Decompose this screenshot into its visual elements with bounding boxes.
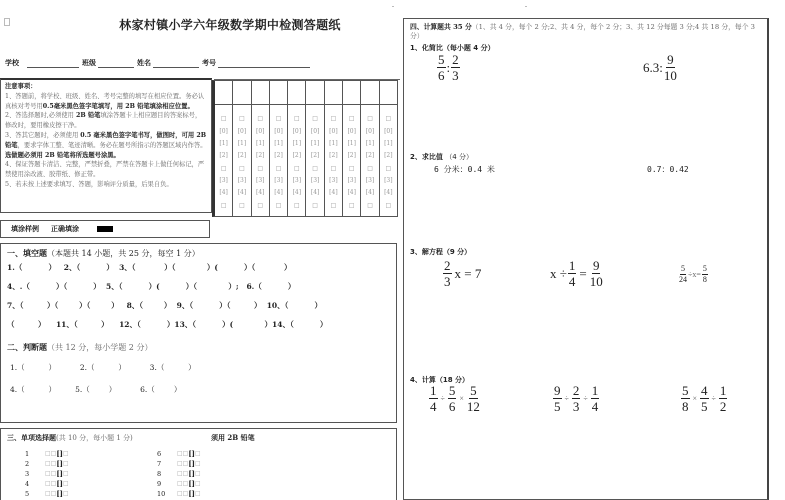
- exam-number-column: [288, 81, 306, 216]
- digit-bubble[interactable]: [0]: [292, 127, 302, 135]
- digit-write-cell[interactable]: [306, 81, 323, 105]
- digit-bubble[interactable]: [4]: [237, 189, 247, 197]
- exam-number-column: [252, 81, 270, 216]
- choice-bubbles[interactable]: □□ [] □: [45, 459, 69, 468]
- digit-bubble[interactable]: [0]: [274, 127, 283, 135]
- choice-row: [25, 479, 69, 488]
- choice-bubbles[interactable]: □□ [] □: [45, 449, 69, 458]
- question-number: 7: [157, 459, 162, 468]
- digit-bubble[interactable]: □: [275, 201, 282, 209]
- judge-answer-row[interactable]: 4.（ ） 5.（ ） 6.（ ）: [10, 385, 182, 394]
- digit-bubble[interactable]: [0]: [384, 127, 393, 135]
- exam-number-bubble-grid: [212, 80, 398, 217]
- choice-row: [157, 469, 201, 478]
- digit-bubble[interactable]: [2]: [329, 152, 338, 160]
- ratio-value-expression-2: 0.7：0.42: [647, 165, 689, 174]
- choice-row: [157, 449, 201, 458]
- name-field[interactable]: [153, 59, 199, 68]
- notice-item: 1、答题前，将学校、班级、姓名、考号完整的填写在相应位置。务必认真核对考号用0.5毫米黑色签字笔填写，用 2B 铅笔填涂相应位置。: [5, 92, 205, 110]
- choice-bubbles[interactable]: □□ [] □: [177, 459, 201, 468]
- notice-item: 5、若未按上述要求填写、答题，影响评分质量，后果自负。: [5, 180, 173, 188]
- digit-bubble[interactable]: [1]: [237, 139, 247, 147]
- digit-bubble[interactable]: □: [220, 164, 227, 172]
- digit-bubble[interactable]: [3]: [237, 177, 247, 185]
- digit-bubble[interactable]: [0]: [219, 127, 228, 135]
- scan-speck: [392, 6, 394, 7]
- digit-bubble[interactable]: □: [239, 164, 245, 172]
- correct-fill-label: 正确填涂: [51, 225, 79, 233]
- digit-bubble[interactable]: □: [330, 164, 337, 172]
- digit-bubble[interactable]: [3]: [310, 177, 320, 185]
- part1-heading: 1、化简比（每小题 4 分）: [410, 44, 495, 52]
- question-number: 4: [25, 479, 30, 488]
- fill-answer-row[interactable]: 4、.（ ）（ ） 5、（ ）( ）（ ）; 6.（ ）: [7, 282, 296, 291]
- choice-bubbles[interactable]: □□ [] □: [177, 449, 201, 458]
- digit-bubble[interactable]: [1]: [219, 139, 228, 147]
- class-label: 班级: [82, 58, 96, 67]
- ratio-expression-1: $\frac{5}{6}$ : $\frac{2}{3}$: [438, 52, 459, 83]
- digit-bubbles: [325, 105, 342, 216]
- digit-bubble[interactable]: □: [294, 164, 300, 172]
- digit-bubble[interactable]: □: [367, 201, 373, 209]
- exam-number-column: [215, 81, 233, 216]
- class-field[interactable]: [98, 59, 134, 68]
- digit-bubble[interactable]: [0]: [365, 127, 375, 135]
- choice-row: [25, 459, 69, 468]
- digit-bubble[interactable]: [4]: [365, 189, 375, 197]
- digit-bubble[interactable]: □: [275, 115, 282, 123]
- digit-bubble[interactable]: [4]: [255, 189, 265, 197]
- part2-heading: 2、求比值 （4 分）: [410, 153, 473, 161]
- exam-number-column: [343, 81, 361, 216]
- digit-write-cell[interactable]: [361, 81, 378, 105]
- section-calculation: [403, 18, 769, 500]
- digit-bubbles: [270, 105, 287, 216]
- question-number: 3: [25, 469, 30, 478]
- digit-bubble[interactable]: [0]: [255, 127, 265, 135]
- section1-heading: 一、填空题（本题共 14 小题，共 25 分，每空 1 分）: [7, 249, 200, 258]
- digit-bubble[interactable]: □: [312, 115, 318, 123]
- digit-bubble[interactable]: [1]: [255, 139, 265, 147]
- digit-bubble[interactable]: □: [239, 201, 245, 209]
- fill-answer-row[interactable]: 1.（ ） 2、（ ） 3、（ ）（ ）( ）（ ）: [7, 263, 292, 272]
- digit-bubble[interactable]: [1]: [365, 139, 375, 147]
- digit-bubble[interactable]: [3]: [365, 177, 375, 185]
- digit-bubble[interactable]: [4]: [310, 189, 320, 197]
- digit-write-cell[interactable]: [270, 81, 287, 105]
- digit-bubble[interactable]: [3]: [329, 177, 338, 185]
- digit-bubble[interactable]: [3]: [292, 177, 302, 185]
- notice-box: [0, 79, 212, 213]
- choice-row: [157, 489, 201, 498]
- digit-bubble[interactable]: □: [385, 164, 392, 172]
- digit-bubble[interactable]: [1]: [274, 139, 283, 147]
- digit-bubble[interactable]: [4]: [329, 189, 338, 197]
- choice-bubbles[interactable]: □□ [] □: [45, 489, 69, 498]
- choice-row: [157, 479, 201, 488]
- ratio-value-expression-1: 6 分米：0.4 米: [434, 165, 495, 174]
- exam-number-column: [325, 81, 343, 216]
- digit-write-cell[interactable]: [325, 81, 342, 105]
- name-label: 姓名: [137, 58, 151, 67]
- digit-bubble[interactable]: [1]: [310, 139, 320, 147]
- digit-bubble[interactable]: [3]: [219, 177, 228, 185]
- notice-heading: 注意事项：: [5, 83, 37, 90]
- digit-bubble[interactable]: [3]: [347, 177, 356, 185]
- section2-heading: 二、判断题（共 12 分，每小学题 2 分）: [7, 343, 153, 352]
- digit-bubbles: [233, 105, 250, 216]
- digit-bubble[interactable]: □: [348, 164, 355, 172]
- digit-bubble[interactable]: [2]: [347, 152, 356, 160]
- ratio-expression-2: 6.3: $\frac{9}{10}$: [643, 52, 677, 83]
- choice-row: [157, 459, 201, 468]
- digit-bubble[interactable]: □: [367, 164, 373, 172]
- judge-answer-row[interactable]: 1.（ ） 2.（ ） 3.（ ）: [10, 363, 196, 372]
- fill-answer-row[interactable]: （ ） 11、（ ） 12、（ ）13、（ ）( ）14、（ ）: [7, 320, 328, 329]
- choice-bubbles[interactable]: □□ [] □: [177, 489, 201, 498]
- digit-bubble[interactable]: [4]: [219, 189, 228, 197]
- section-multiple-choice: [0, 428, 397, 500]
- digit-bubble[interactable]: [2]: [219, 152, 228, 160]
- calculation-2: $\frac{9}{5}$ ÷ $\frac{2}{3}$ ÷ $\frac{1}{4}$: [554, 383, 599, 414]
- digit-bubbles: [252, 105, 269, 216]
- sample-label: 填涂样例: [11, 225, 39, 233]
- digit-bubble[interactable]: □: [294, 201, 300, 209]
- digit-bubble[interactable]: [1]: [384, 139, 393, 147]
- digit-bubble[interactable]: □: [348, 115, 355, 123]
- digit-bubble[interactable]: [0]: [347, 127, 356, 135]
- part4-heading: 4、计算（18 分）: [410, 376, 470, 384]
- fill-sample-box: [0, 220, 210, 238]
- equation-3: $\frac{5}{24}$ ÷x= $\frac{5}{8}$: [679, 264, 707, 284]
- digit-bubble[interactable]: [0]: [237, 127, 247, 135]
- digit-write-cell[interactable]: [215, 81, 232, 105]
- exam-number-column: [270, 81, 288, 216]
- part3-heading: 3、解方程（9 分）: [410, 248, 472, 256]
- digit-write-cell[interactable]: [343, 81, 360, 105]
- section3-heading: 三、单项选择题(共 10 分，每小题 1 分): [7, 433, 133, 442]
- exam-number-column: [380, 81, 397, 216]
- school-field[interactable]: [27, 59, 79, 68]
- digit-bubbles: [215, 105, 232, 216]
- digit-bubble[interactable]: [2]: [255, 152, 265, 160]
- digit-bubble[interactable]: □: [220, 201, 227, 209]
- digit-bubble[interactable]: □: [385, 115, 392, 123]
- digit-bubble[interactable]: □: [220, 115, 227, 123]
- digit-bubbles: [288, 105, 305, 216]
- digit-bubble[interactable]: [4]: [274, 189, 283, 197]
- student-info-row: [5, 58, 310, 68]
- digit-bubble[interactable]: [3]: [274, 177, 283, 185]
- digit-write-cell[interactable]: [233, 81, 250, 105]
- digit-bubble[interactable]: □: [367, 115, 373, 123]
- digit-bubble[interactable]: [4]: [292, 189, 302, 197]
- digit-bubble[interactable]: [2]: [310, 152, 320, 160]
- digit-bubbles: [361, 105, 378, 216]
- digit-bubble[interactable]: □: [385, 201, 392, 209]
- question-number: 6: [157, 449, 162, 458]
- filled-bubble-icon: [97, 226, 113, 232]
- question-number: 9: [157, 479, 162, 488]
- digit-bubble[interactable]: □: [312, 164, 318, 172]
- question-number: 10: [157, 489, 166, 498]
- question-number: 2: [25, 459, 30, 468]
- exam-number-column: [361, 81, 379, 216]
- choice-row: [25, 489, 69, 498]
- digit-bubble[interactable]: □: [330, 201, 337, 209]
- digit-bubble[interactable]: [0]: [310, 127, 320, 135]
- pencil-note: 须用 2B 铅笔: [211, 433, 255, 442]
- calculation-1: $\frac{1}{4}$ ÷ $\frac{5}{6}$ × $\frac{5}{12}$: [430, 383, 480, 414]
- digit-write-cell[interactable]: [252, 81, 269, 105]
- question-number: 8: [157, 469, 162, 478]
- digit-bubble[interactable]: [2]: [237, 152, 247, 160]
- digit-write-cell[interactable]: [380, 81, 397, 105]
- choice-row: [25, 449, 69, 458]
- digit-bubble[interactable]: [0]: [329, 127, 338, 135]
- digit-bubble[interactable]: □: [239, 115, 245, 123]
- page-title: 林家村镇小学六年级数学期中检测答题纸: [119, 18, 341, 32]
- digit-bubble[interactable]: □: [348, 201, 355, 209]
- digit-bubble[interactable]: [1]: [329, 139, 338, 147]
- digit-bubble[interactable]: □: [312, 201, 318, 209]
- calculation-3: $\frac{5}{8}$ × $\frac{4}{5}$ ÷ $\frac{1}{2}$: [682, 383, 727, 414]
- digit-bubble[interactable]: □: [257, 201, 264, 209]
- digit-bubble[interactable]: [2]: [274, 152, 283, 160]
- digit-bubble[interactable]: [4]: [384, 189, 393, 197]
- digit-write-cell[interactable]: [288, 81, 305, 105]
- section4-heading: 四、计算题共 35 分（1、共 4 分，每个 2 分;2、共 4 分，每个 2 分；3、共 12 分每题 3 分;4 共 18 分，每个 3 分）: [410, 23, 755, 40]
- equation-1: $\frac{2}{3}$ x = 7: [444, 258, 482, 289]
- exam-number-column: [233, 81, 251, 216]
- digit-bubble[interactable]: [2]: [292, 152, 302, 160]
- choice-bubbles[interactable]: □□ [] □: [45, 469, 69, 478]
- question-number: 5: [25, 489, 30, 498]
- digit-bubble[interactable]: □: [294, 115, 300, 123]
- exam-number-field[interactable]: [218, 59, 310, 68]
- scan-speck: [525, 6, 527, 7]
- digit-bubble[interactable]: [3]: [255, 177, 265, 185]
- equation-2: x ÷ $\frac{1}{4}$ = $\frac{9}{10}$: [550, 258, 603, 289]
- exam-number-column: [306, 81, 324, 216]
- digit-bubbles: [343, 105, 360, 216]
- fill-answer-row[interactable]: 7、（ ）（ ）（ ） 8、（ ） 9、（ ）（ ） 10、（ ）: [7, 301, 323, 310]
- choice-bubbles[interactable]: □□ [] □: [177, 479, 201, 488]
- notice-item: 2、答选择题时,必须使用 2B 铅笔填涂答题卡上相应题目的答案标号，修改时，要用橡皮擦干净。: [5, 112, 202, 130]
- digit-bubble[interactable]: [2]: [384, 152, 393, 160]
- digit-bubble[interactable]: □: [275, 164, 282, 172]
- digit-bubbles: [306, 105, 323, 216]
- digit-bubble[interactable]: □: [257, 115, 264, 123]
- digit-bubble[interactable]: [3]: [384, 177, 393, 185]
- choice-bubbles[interactable]: □□ [] □: [45, 479, 69, 488]
- section-fill-blank-and-judgement: [0, 243, 397, 423]
- choice-bubbles[interactable]: □□ [] □: [177, 469, 201, 478]
- school-label: 学校: [5, 58, 19, 67]
- digit-bubble[interactable]: [1]: [292, 139, 302, 147]
- exam-number-label: 考号: [202, 58, 216, 67]
- digit-bubble[interactable]: [2]: [365, 152, 375, 160]
- digit-bubble[interactable]: [1]: [347, 139, 356, 147]
- digit-bubble[interactable]: □: [330, 115, 337, 123]
- choice-row: [25, 469, 69, 478]
- notice-item: 3、答其它题时，必须使用 0.5 毫米黑色签字笔书写，做图时，可用 2B 铅笔，要求字体工整、笔迹清晰。务必在题号所指示的答题区域内作答。选做题必须用 2B 铅笔将所选题号涂黑。: [5, 131, 207, 159]
- question-number: 1: [25, 449, 30, 458]
- notice-item: 4、保证答题卡清洁、完整，严禁折叠，严禁在答题卡上做任何标记，严禁使用涂改液、胶带纸、修正带。: [5, 161, 205, 179]
- digit-bubble[interactable]: [4]: [347, 189, 356, 197]
- digit-bubbles: [380, 105, 397, 216]
- digit-bubble[interactable]: □: [257, 164, 264, 172]
